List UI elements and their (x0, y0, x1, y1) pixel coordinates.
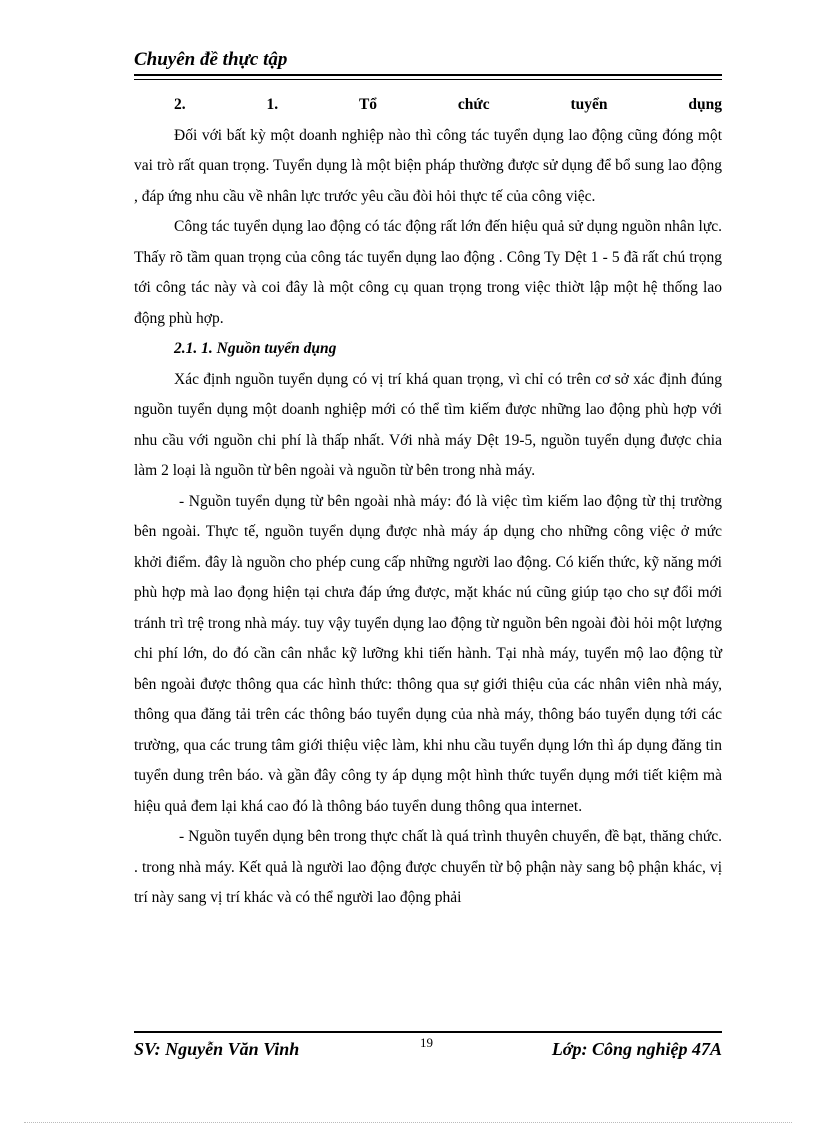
footer-student-name: SV: Nguyễn Văn Vinh (134, 1039, 300, 1059)
section-heading-part: chức (457, 96, 490, 113)
subsection-heading: 2.1. 1. Nguồn tuyển dụng (174, 340, 337, 357)
section-heading-part: 1. (266, 96, 279, 113)
paragraph-external-sources: - Nguồn tuyển dụng từ bên ngoài nhà máy: đó là việc tìm kiếm lao động từ thị trường bên ngoài. Thực tế, nguồn tuyển dụng được nhà máy áp dụng cho những công việc ở mức khởi điểm. đây là nguồn cho phép cung cấp những người lao động. Có kiến thức, kỹ năng mới phù hợp mà lao đọng hiện tại chưa đáp ứng được, mặt khác nú cũng giúp tạo cho sự đổi mới tránh trì trệ trong nhà máy. tuy vậy tuyển dụng lao động từ nguồn bên ngoài đòi hỏi một lượng chi phí lớn, do đó cần cân nhắc kỹ lưỡng khi tiến hành. Tại nhà máy, tuyển mộ lao động từ bên ngoài được thông qua các hình thức: thông qua sự giới thiệu của các nhân viên nhà máy, thông qua đăng tải trên các thông báo tuyển dụng của nhà máy, thông báo tuyển dụng tới các trường, qua các trung tâm giới thiệu việc làm, khi nhu cầu tuyển dụng lớn thì áp dụng đăng tin tuyển dung trên báo. và gần đây công ty áp dụng một hình thức tuyển dụng mới tiết kiệm mà hiệu quả đem lại khá cao đó là thông báo tuyển dung thông qua internet. (134, 492, 722, 815)
footer-rule (134, 1031, 722, 1033)
paragraph-recruitment-importance: Công tác tuyển dụng lao động có tác động rất lớn đến hiệu quả sử dụng nguồn nhân lực. Thấy rõ tầm quan trọng của công tác tuyển dụng lao động . Công Ty Dệt 1 - 5 đã rất chú trọng tới công tác này và coi đây là một công cụ quan trọng trong việc thiờt lập một hệ thống lao động phù hợp. (134, 218, 722, 327)
section-heading-part: tuyển (570, 96, 608, 113)
section-heading-part: dụng (688, 96, 722, 113)
section-heading-part: Tổ (358, 96, 378, 113)
header-rule-thin (134, 79, 722, 80)
page-number: 19 (420, 1035, 433, 1050)
page-header-title: Chuyên đề thực tập (134, 49, 288, 70)
paragraph-recruitment-sources: Xác định nguồn tuyển dụng có vị trí khá quan trọng, vì chỉ có trên cơ sở xác định đúng nguồn tuyển dụng một doanh nghiệp mới có thể tìm kiếm được những lao động phù hợp với nhu cầu với nguồn chi phí là thấp nhất. Với nhà máy Dệt 19-5, nguồn tuyển dụng được chia làm 2 loại là nguồn từ bên ngoài và nguồn từ bên trong nhà máy. (134, 370, 722, 479)
section-heading (134, 90, 722, 121)
document-body (134, 90, 722, 914)
paragraph-internal-sources: - Nguồn tuyển dụng bên trong thực chất là quá trình thuyên chuyển, đề bạt, thăng chức. . trong nhà máy. Kết quả là người lao động được chuyển từ bộ phận này sang bộ phận khác, vị trí này sang vị trí khác và có thể người lao động phải (134, 828, 722, 906)
section-heading-part: 2. (174, 96, 186, 113)
footer-class-name: Lớp: Công nghiệp 47A (551, 1039, 722, 1059)
header-rule-thick (134, 74, 722, 76)
paragraph-recruitment-role: Đối với bất kỳ một doanh nghiệp nào thì công tác tuyển dụng lao động cũng đóng một vai trò rất quan trọng. Tuyển dụng là một biện pháp thường được sử dụng để bổ sung lao động , đáp ứng nhu cầu về nhân lực trước yêu cầu đòi hỏi thực tế của công việc. (134, 126, 722, 205)
